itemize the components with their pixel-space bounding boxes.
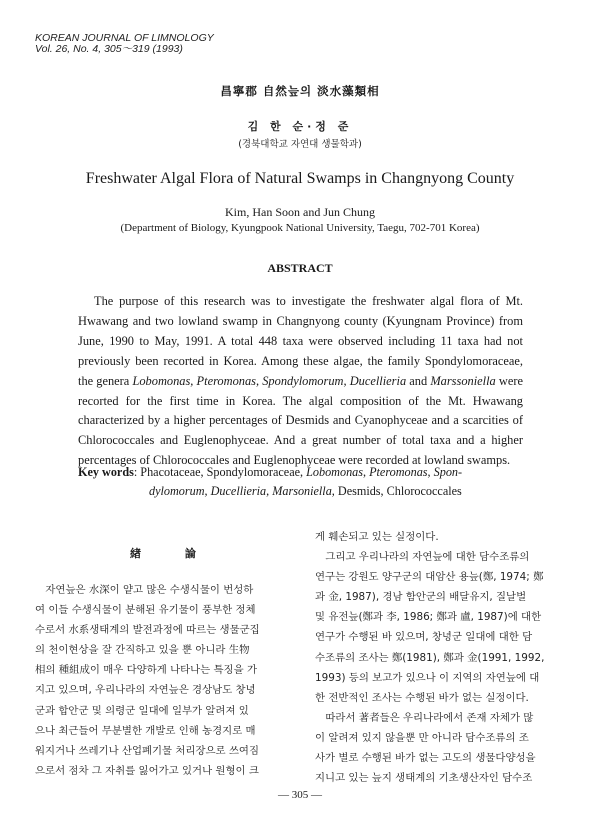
body-line: 지고 있으며, 우리나라의 자연늪은 경상남도 창녕 xyxy=(35,684,256,697)
body-line: 여 이들 수생식물이 분해된 유기물이 풍부한 정체 xyxy=(35,604,256,617)
abstract-line: recorted for the first time in Korea. The algal composition of the Mt. Hwawang xyxy=(78,393,523,408)
body-line: 1993) 등의 보고가 있으나 이 지역의 자연늪에 대 xyxy=(315,671,540,684)
abstract-line: Chlorococcales and Euglenophyceae. And a great number of total taxa and a higher xyxy=(78,433,523,448)
abstract-text: the genera xyxy=(78,373,133,388)
body-line: 연구는 강원도 양구군의 대암산 용늪(鄭, 1974; 鄭 xyxy=(315,571,544,584)
abstract-line: characterized by a higher percentages of Desmids and Cyanophyceae and a scarcities of xyxy=(78,413,523,428)
keywords-text: , xyxy=(363,465,370,479)
abstract-line xyxy=(78,372,523,392)
abstract-line: previously been recorted in Korea. Among these algae, the family Spondylomoraceae, xyxy=(78,353,523,368)
abstract-heading: ABSTRACT xyxy=(267,261,333,275)
body-line: 따라서 著者들은 우리나라에서 존재 자체가 많 xyxy=(315,711,534,724)
abstract-text: were xyxy=(495,373,523,388)
english-title: Freshwater Algal Flora of Natural Swamps in Changnyong County xyxy=(85,170,515,187)
genera-italic: Marssoniella xyxy=(430,373,496,388)
keywords-text: , xyxy=(427,465,434,479)
keyword-italic: Pteromonas xyxy=(369,465,428,479)
page-number: — 305 — xyxy=(278,789,322,801)
english-authors: Kim, Han Soon and Jun Chung xyxy=(225,205,375,219)
keywords-text: : Phacotaceae, Spondylomoraceae, xyxy=(133,465,307,479)
abstract-line: Hwawang and two lowland swamp in Changnyong county (Kyungnam Province) from xyxy=(78,313,523,328)
english-affiliation: (Department of Biology, Kyungpook National University, Taegu, 702-701 Korea) xyxy=(120,222,480,234)
abstract-line: percentages of Chlorococcales and Euglenophyceae were recorded at lowland swamps. xyxy=(78,453,511,468)
genera-italic: Lobomonas, Pteromonas, Spondylomorum, Ducellieria xyxy=(132,373,407,388)
keyword-italic: Lobomonas xyxy=(306,465,363,479)
body-line: 한 전반적인 조사는 수행된 바가 없는 실정이다. xyxy=(315,691,529,704)
keyword-italic: Spon- xyxy=(433,465,463,479)
abstract-line: June, 1990 to May, 1991. A total 448 taxa were observed including 11 taxa had not xyxy=(78,333,523,348)
body-line: 연구가 수행된 바 있으며, 창녕군 일대에 대한 담 xyxy=(315,631,533,644)
body-line: 의 천이현상을 잘 간직하고 있을 뿐 아니라 生物 xyxy=(35,644,250,657)
journal-header xyxy=(35,33,214,55)
right-column xyxy=(315,527,569,788)
journal-name: KOREAN JOURNAL OF LIMNOLOGY xyxy=(35,32,214,44)
abstract-body xyxy=(78,292,523,471)
journal-volume: Vol. 26, No. 4, 305～319 (1993) xyxy=(35,43,183,55)
keywords xyxy=(78,463,523,501)
keywords-line xyxy=(78,463,523,482)
body-line: 相의 種組成이 매우 다양하게 나타나는 특징을 가 xyxy=(35,664,257,677)
korean-affiliation: (경북대학교 자연대 생물학과) xyxy=(238,139,362,150)
body-line: 으나 최근들어 무분별한 개발로 인해 농경지로 매 xyxy=(35,724,256,737)
body-line: 워지거나 쓰레기나 산업폐기물 처리장으로 쓰여짐 xyxy=(35,744,259,757)
body-line: 사가 별로 수행된 바가 없는 고도의 생물다양성을 xyxy=(315,752,536,765)
keyword-italic: dylomorum, Ducellieria, Marsoniella, xyxy=(149,484,335,498)
section-heading: 緖 論 xyxy=(130,547,216,560)
body-line: 및 유전늪(鄭과 李, 1986; 鄭과 盧, 1987)에 대한 xyxy=(315,611,542,624)
korean-title: 昌寧郡 自然늪의 淡水藻類相 xyxy=(220,84,380,98)
korean-authors: 김 한 순·정 준 xyxy=(247,120,353,133)
body-line: 자연늪은 水深이 얕고 많은 수생식물이 번성하 xyxy=(35,584,254,596)
keywords-line xyxy=(78,482,523,501)
body-line: 게 훼손되고 있는 실정이다. xyxy=(315,531,439,543)
body-line: 지니고 있는 늪지 생태계의 기초생산자인 담수조 xyxy=(315,772,533,785)
body-line: 수조류의 조사는 鄭(1981), 鄭과 金(1991, 1992, xyxy=(315,651,545,664)
keywords-label: Key words xyxy=(78,465,134,479)
body-line: 과 金, 1987), 경남 함안군의 배달유지, 질날벌 xyxy=(315,591,527,604)
abstract-text: and xyxy=(406,373,431,388)
body-line: 그리고 우리나라의 자연늪에 대한 담수조류의 xyxy=(315,551,530,564)
body-line: 이 알려져 있지 않을뿐 만 아니라 담수조류의 조 xyxy=(315,731,529,744)
keywords-text: Desmids, Chlorococcales xyxy=(334,484,462,498)
body-line: 수로서 水系생태계의 발전과정에 따르는 생물군집 xyxy=(35,624,260,637)
left-column xyxy=(35,580,287,781)
body-line: 군과 합안군 및 의령군 일대에 일부가 알려져 있 xyxy=(35,704,249,717)
body-line: 으로서 점차 그 자취를 잃어가고 있거나 원형이 크 xyxy=(35,764,259,777)
abstract-line: The purpose of this research was to investigate the freshwater algal flora of Mt. xyxy=(94,294,523,308)
